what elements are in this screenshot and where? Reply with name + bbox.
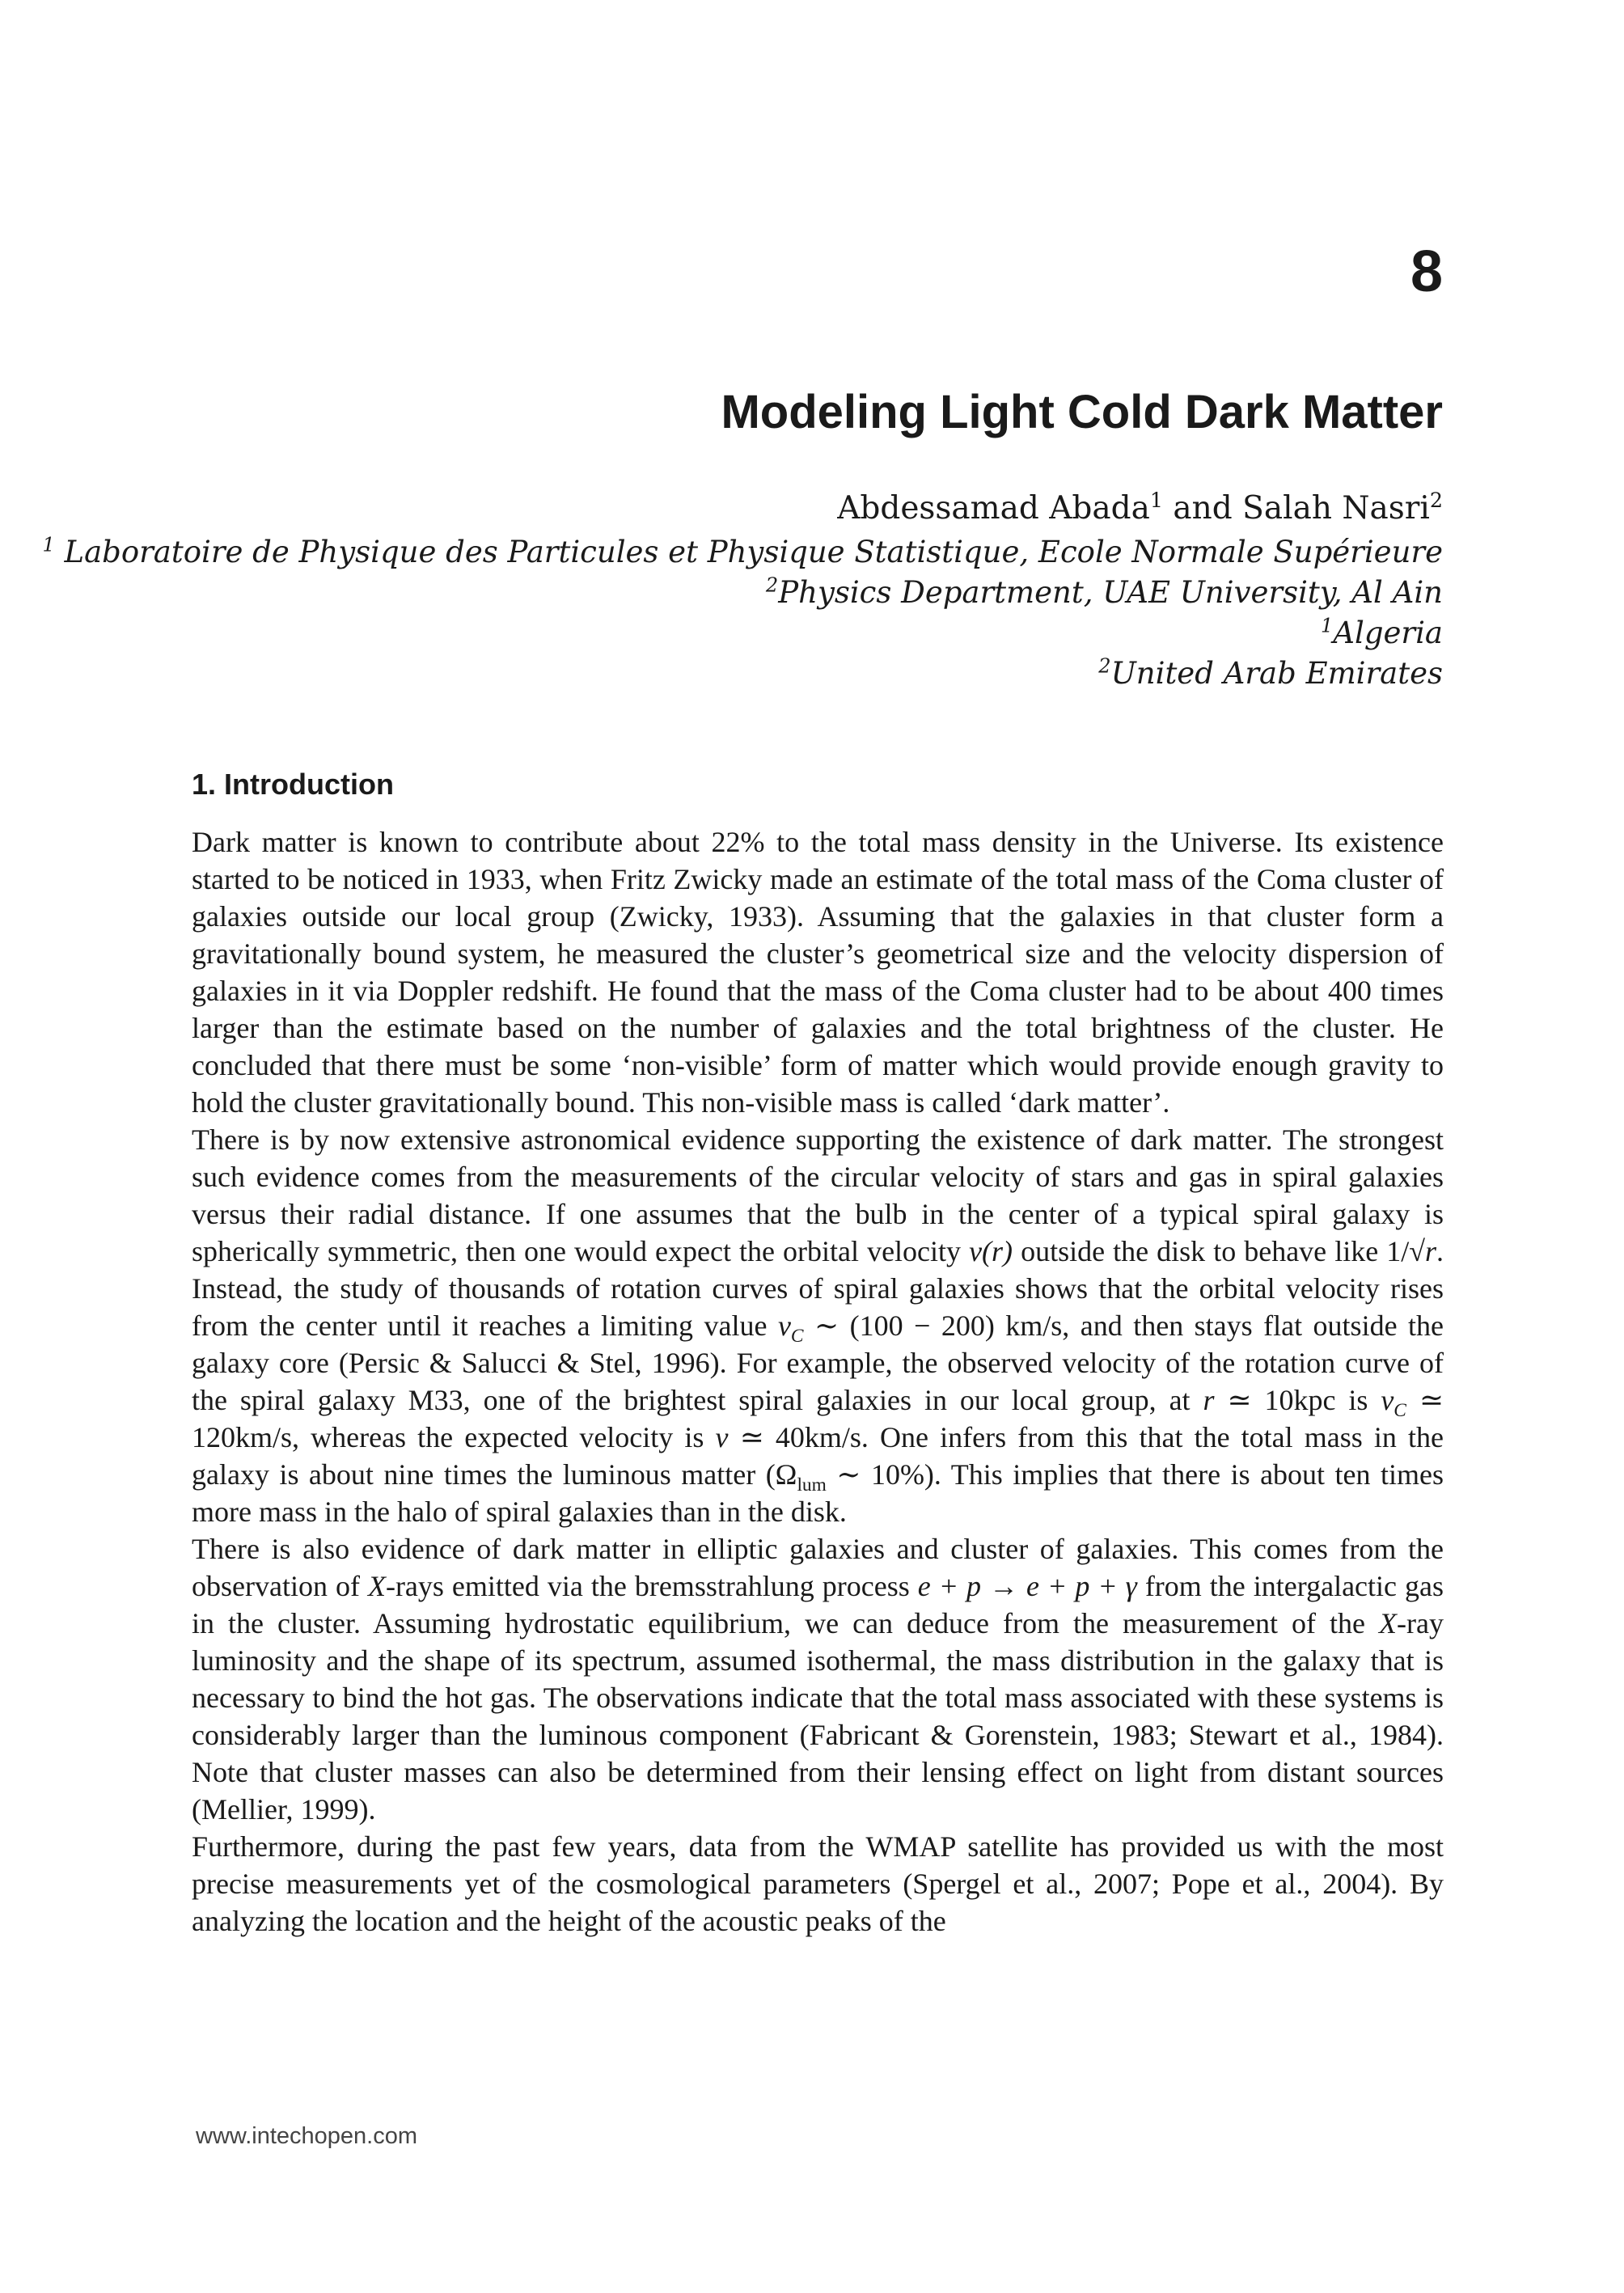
paragraph-2 bbox=[192, 1121, 1444, 1530]
authors-block bbox=[0, 485, 1443, 694]
text-run: ≃ 120km/s, whereas the expected velocity is bbox=[192, 1384, 1444, 1453]
chapter-title: Modeling Light Cold Dark Matter bbox=[721, 386, 1443, 438]
math-subscript: C bbox=[1394, 1400, 1406, 1422]
section-heading: 1. Introduction bbox=[192, 768, 394, 801]
math-inline: r bbox=[1424, 1235, 1436, 1267]
text-run: -ray luminosity and the shape of its spectrum, assumed isothermal, the mass distribution in the galaxy that is necessary to bind the hot gas. The observations indicate that the total mass associated with these systems is considerably larger than the luminous component (Fabricant & Gorenstein, 1983; Stewart et al., 1984). Note that cluster masses can also be determined from their lensing effect on light from distant sources (Mellier, 1999). bbox=[192, 1607, 1444, 1826]
affiliation-text: United Arab Emirates bbox=[1110, 656, 1443, 691]
math-subscript: C bbox=[790, 1326, 804, 1347]
math-inline: X bbox=[1379, 1607, 1398, 1639]
author-name: Abdessamad Abada bbox=[837, 490, 1150, 527]
text-run: from the intergalactic gas in the cluster. Assuming hydrostatic equilibrium, we can deduce from the measurement of the bbox=[192, 1570, 1444, 1639]
affiliation-mark: 1 bbox=[42, 533, 55, 556]
paragraph-4: Furthermore, during the past few years, data from the WMAP satellite has provided us with the most precise measurements yet of the cosmological parameters (Spergel et al., 2007; Pope et al., 2004). By analyzing the location and the height of the acoustic peaks of the bbox=[192, 1830, 1444, 1937]
math-inline: X bbox=[367, 1570, 386, 1602]
affiliation-line bbox=[0, 532, 1443, 573]
text-run: ∼ (100 − 200) km/s, and then stays flat outside the galaxy core (Persic & Salucci & Stel, 1996). For example, the observed velocity of the rotation curve of the spiral galaxy M33, one of the brightest spiral galaxies in our local group, at bbox=[192, 1309, 1444, 1416]
affiliation-line bbox=[0, 573, 1443, 613]
footer-url: www.intechopen.com bbox=[196, 2123, 418, 2149]
affiliation-text: Physics Department, UAE University, Al Ain bbox=[778, 575, 1443, 610]
text-run: outside the disk to behave like 1/√ bbox=[1013, 1235, 1425, 1267]
chapter-number: 8 bbox=[1410, 239, 1443, 304]
text-run: . Instead, the study of thousands of rotation curves of spiral galaxies shows that the orbital velocity rises from the center until it reaches a limiting value bbox=[192, 1235, 1444, 1342]
paragraph-1: Dark matter is known to contribute about 22% to the total mass density in the Universe. Its existence started to be noticed in 1933, when Fritz Zwicky made an estimate of the total mass of the Coma cluster of galaxies outside our local group (Zwicky, 1933). Assuming that the galaxies in that cluster form a gravitationally bound system, he measured the cluster’s geometrical size and the velocity dispersion of galaxies in it via Doppler redshift. He found that the mass of the Coma cluster had to be about 400 times larger than the estimate based on the number of galaxies and the total brightness of the cluster. He concluded that there must be some ‘non-visible’ form of matter which would provide enough gravity to hold the cluster gravitationally bound. This non-visible mass is called ‘dark matter’. bbox=[192, 826, 1444, 1119]
author-affiliation-mark: 1 bbox=[1149, 488, 1163, 512]
math-inline: v bbox=[777, 1309, 791, 1342]
author-conjunction: and bbox=[1173, 490, 1233, 527]
affiliation-line bbox=[0, 613, 1443, 654]
body-text bbox=[192, 823, 1444, 1940]
affiliation-mark: 2 bbox=[765, 573, 779, 597]
math-inline: r bbox=[1203, 1384, 1215, 1416]
affiliation-text: Laboratoire de Physique des Particules et Physique Statistique, Ecole Normale Supérieure bbox=[64, 535, 1443, 569]
math-subscript: lum bbox=[797, 1474, 827, 1496]
affiliation-text: Algeria bbox=[1333, 616, 1443, 650]
affiliation-line bbox=[0, 654, 1443, 694]
affiliation-mark: 1 bbox=[1320, 614, 1334, 637]
math-inline: v bbox=[715, 1421, 729, 1453]
affiliation-mark: 2 bbox=[1098, 654, 1111, 678]
text-run: ≃ 40km/s. One infers from this that the total mass in the galaxy is about nine times the luminous matter (Ω bbox=[192, 1421, 1444, 1491]
author-name: Salah Nasri bbox=[1242, 490, 1430, 527]
text-run: ∼ 10%). This implies that there is about ten times more mass in the halo of spiral galaxies than in the disk. bbox=[192, 1458, 1444, 1528]
math-inline: e + p → e + p + γ bbox=[917, 1570, 1137, 1602]
text-run: There is by now extensive astronomical evidence supporting the existence of dark matter. The strongest such evidence comes from the measurements of the circular velocity of stars and gas in spiral galaxies versus their radial distance. If one assumes that the bulb in the center of a typical spiral galaxy is spherically symmetric, then one would expect the orbital velocity bbox=[192, 1123, 1444, 1267]
text-run: ≃ 10kpc is bbox=[1214, 1384, 1381, 1416]
paragraph-3 bbox=[192, 1530, 1444, 1828]
math-inline: v(r) bbox=[969, 1235, 1013, 1267]
math-inline: v bbox=[1381, 1384, 1394, 1416]
author-affiliation-mark: 2 bbox=[1429, 488, 1443, 512]
author-line bbox=[0, 485, 1443, 532]
text-run: -rays emitted via the bremsstrahlung process bbox=[385, 1570, 918, 1602]
text-run: There is also evidence of dark matter in elliptic galaxies and cluster of galaxies. This comes from the observation of bbox=[192, 1533, 1444, 1602]
